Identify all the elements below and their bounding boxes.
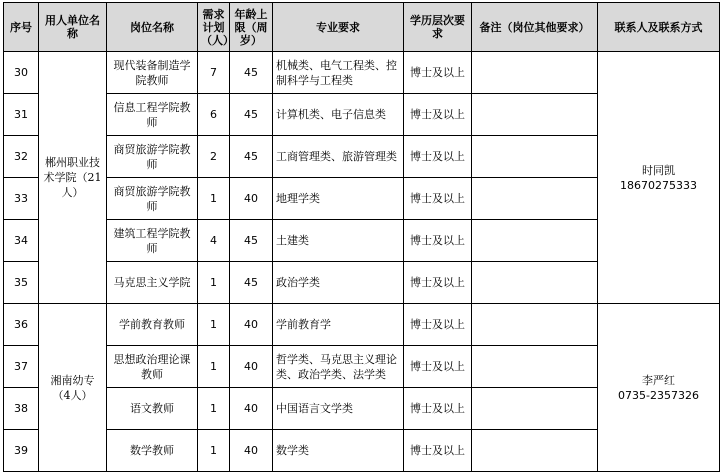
cell-post: 马克思主义学院 (107, 262, 198, 304)
cell-post: 商贸旅游学院教师 (107, 136, 198, 178)
cell-plan: 4 (198, 220, 230, 262)
cell-remark (472, 346, 598, 388)
contact-name: 李严红 (642, 373, 675, 387)
cell-edu: 博士及以上 (404, 136, 472, 178)
cell-contact (598, 52, 720, 304)
cell-age: 40 (230, 388, 273, 430)
cell-edu: 博士及以上 (404, 178, 472, 220)
cell-remark (472, 430, 598, 472)
cell-plan: 2 (198, 136, 230, 178)
cell-age: 40 (230, 178, 273, 220)
cell-major: 学前教育学 (273, 304, 404, 346)
cell-post: 数学教师 (107, 430, 198, 472)
cell-major: 哲学类、马克思主义理论类、政治学类、法学类 (273, 346, 404, 388)
cell-major: 地理学类 (273, 178, 404, 220)
cell-major: 工商管理类、旅游管理类 (273, 136, 404, 178)
cell-major: 土建类 (273, 220, 404, 262)
cell-post: 商贸旅游学院教师 (107, 178, 198, 220)
header-remark: 备注（岗位其他要求） (472, 3, 598, 52)
cell-remark (472, 304, 598, 346)
table-body (4, 52, 720, 472)
header-no: 序号 (4, 3, 39, 52)
cell-age: 45 (230, 262, 273, 304)
cell-no: 39 (4, 430, 39, 472)
cell-age: 40 (230, 304, 273, 346)
cell-plan: 1 (198, 262, 230, 304)
cell-edu: 博士及以上 (404, 304, 472, 346)
table-row (4, 304, 720, 346)
cell-unit: 湘南幼专（4人） (39, 304, 107, 472)
cell-remark (472, 52, 598, 94)
header-unit: 用人单位名称 (39, 3, 107, 52)
cell-post: 现代装备制造学院教师 (107, 52, 198, 94)
cell-no: 38 (4, 388, 39, 430)
cell-plan: 1 (198, 430, 230, 472)
recruitment-table (3, 2, 720, 472)
cell-age: 45 (230, 136, 273, 178)
cell-remark (472, 388, 598, 430)
header-edu: 学历层次要求 (404, 3, 472, 52)
cell-unit: 郴州职业技术学院（21人） (39, 52, 107, 304)
cell-plan: 1 (198, 388, 230, 430)
cell-post: 思想政治理论课教师 (107, 346, 198, 388)
cell-no: 34 (4, 220, 39, 262)
cell-remark (472, 136, 598, 178)
header-contact: 联系人及联系方式 (598, 3, 720, 52)
cell-post: 学前教育教师 (107, 304, 198, 346)
cell-major: 计算机类、电子信息类 (273, 94, 404, 136)
cell-no: 30 (4, 52, 39, 94)
cell-post: 信息工程学院教师 (107, 94, 198, 136)
cell-major: 政治学类 (273, 262, 404, 304)
contact-name: 时同凯 (642, 163, 675, 177)
cell-contact (598, 304, 720, 472)
cell-no: 37 (4, 346, 39, 388)
cell-age: 40 (230, 346, 273, 388)
table-row (4, 52, 720, 94)
cell-age: 45 (230, 220, 273, 262)
cell-no: 32 (4, 136, 39, 178)
cell-age: 45 (230, 94, 273, 136)
cell-no: 31 (4, 94, 39, 136)
cell-age: 40 (230, 430, 273, 472)
cell-remark (472, 94, 598, 136)
cell-major: 数学类 (273, 430, 404, 472)
cell-plan: 1 (198, 346, 230, 388)
header-post: 岗位名称 (107, 3, 198, 52)
cell-plan: 1 (198, 178, 230, 220)
cell-remark (472, 262, 598, 304)
header-age: 年龄上限（周岁） (230, 3, 273, 52)
cell-plan: 6 (198, 94, 230, 136)
cell-post: 建筑工程学院教师 (107, 220, 198, 262)
cell-plan: 1 (198, 304, 230, 346)
cell-no: 36 (4, 304, 39, 346)
header-plan: 需求计划（人） (198, 3, 230, 52)
cell-age: 45 (230, 52, 273, 94)
cell-remark (472, 178, 598, 220)
cell-no: 33 (4, 178, 39, 220)
header-row (4, 3, 720, 52)
cell-edu: 博士及以上 (404, 262, 472, 304)
cell-edu: 博士及以上 (404, 220, 472, 262)
cell-edu: 博士及以上 (404, 430, 472, 472)
header-major: 专业要求 (273, 3, 404, 52)
contact-phone: 18670275333 (620, 178, 697, 192)
cell-major: 中国语言文学类 (273, 388, 404, 430)
cell-remark (472, 220, 598, 262)
contact-phone: 0735-2357326 (618, 388, 699, 402)
cell-post: 语文教师 (107, 388, 198, 430)
cell-major: 机械类、电气工程类、控制科学与工程类 (273, 52, 404, 94)
cell-plan: 7 (198, 52, 230, 94)
cell-edu: 博士及以上 (404, 94, 472, 136)
cell-edu: 博士及以上 (404, 388, 472, 430)
cell-edu: 博士及以上 (404, 52, 472, 94)
cell-edu: 博士及以上 (404, 346, 472, 388)
cell-no: 35 (4, 262, 39, 304)
